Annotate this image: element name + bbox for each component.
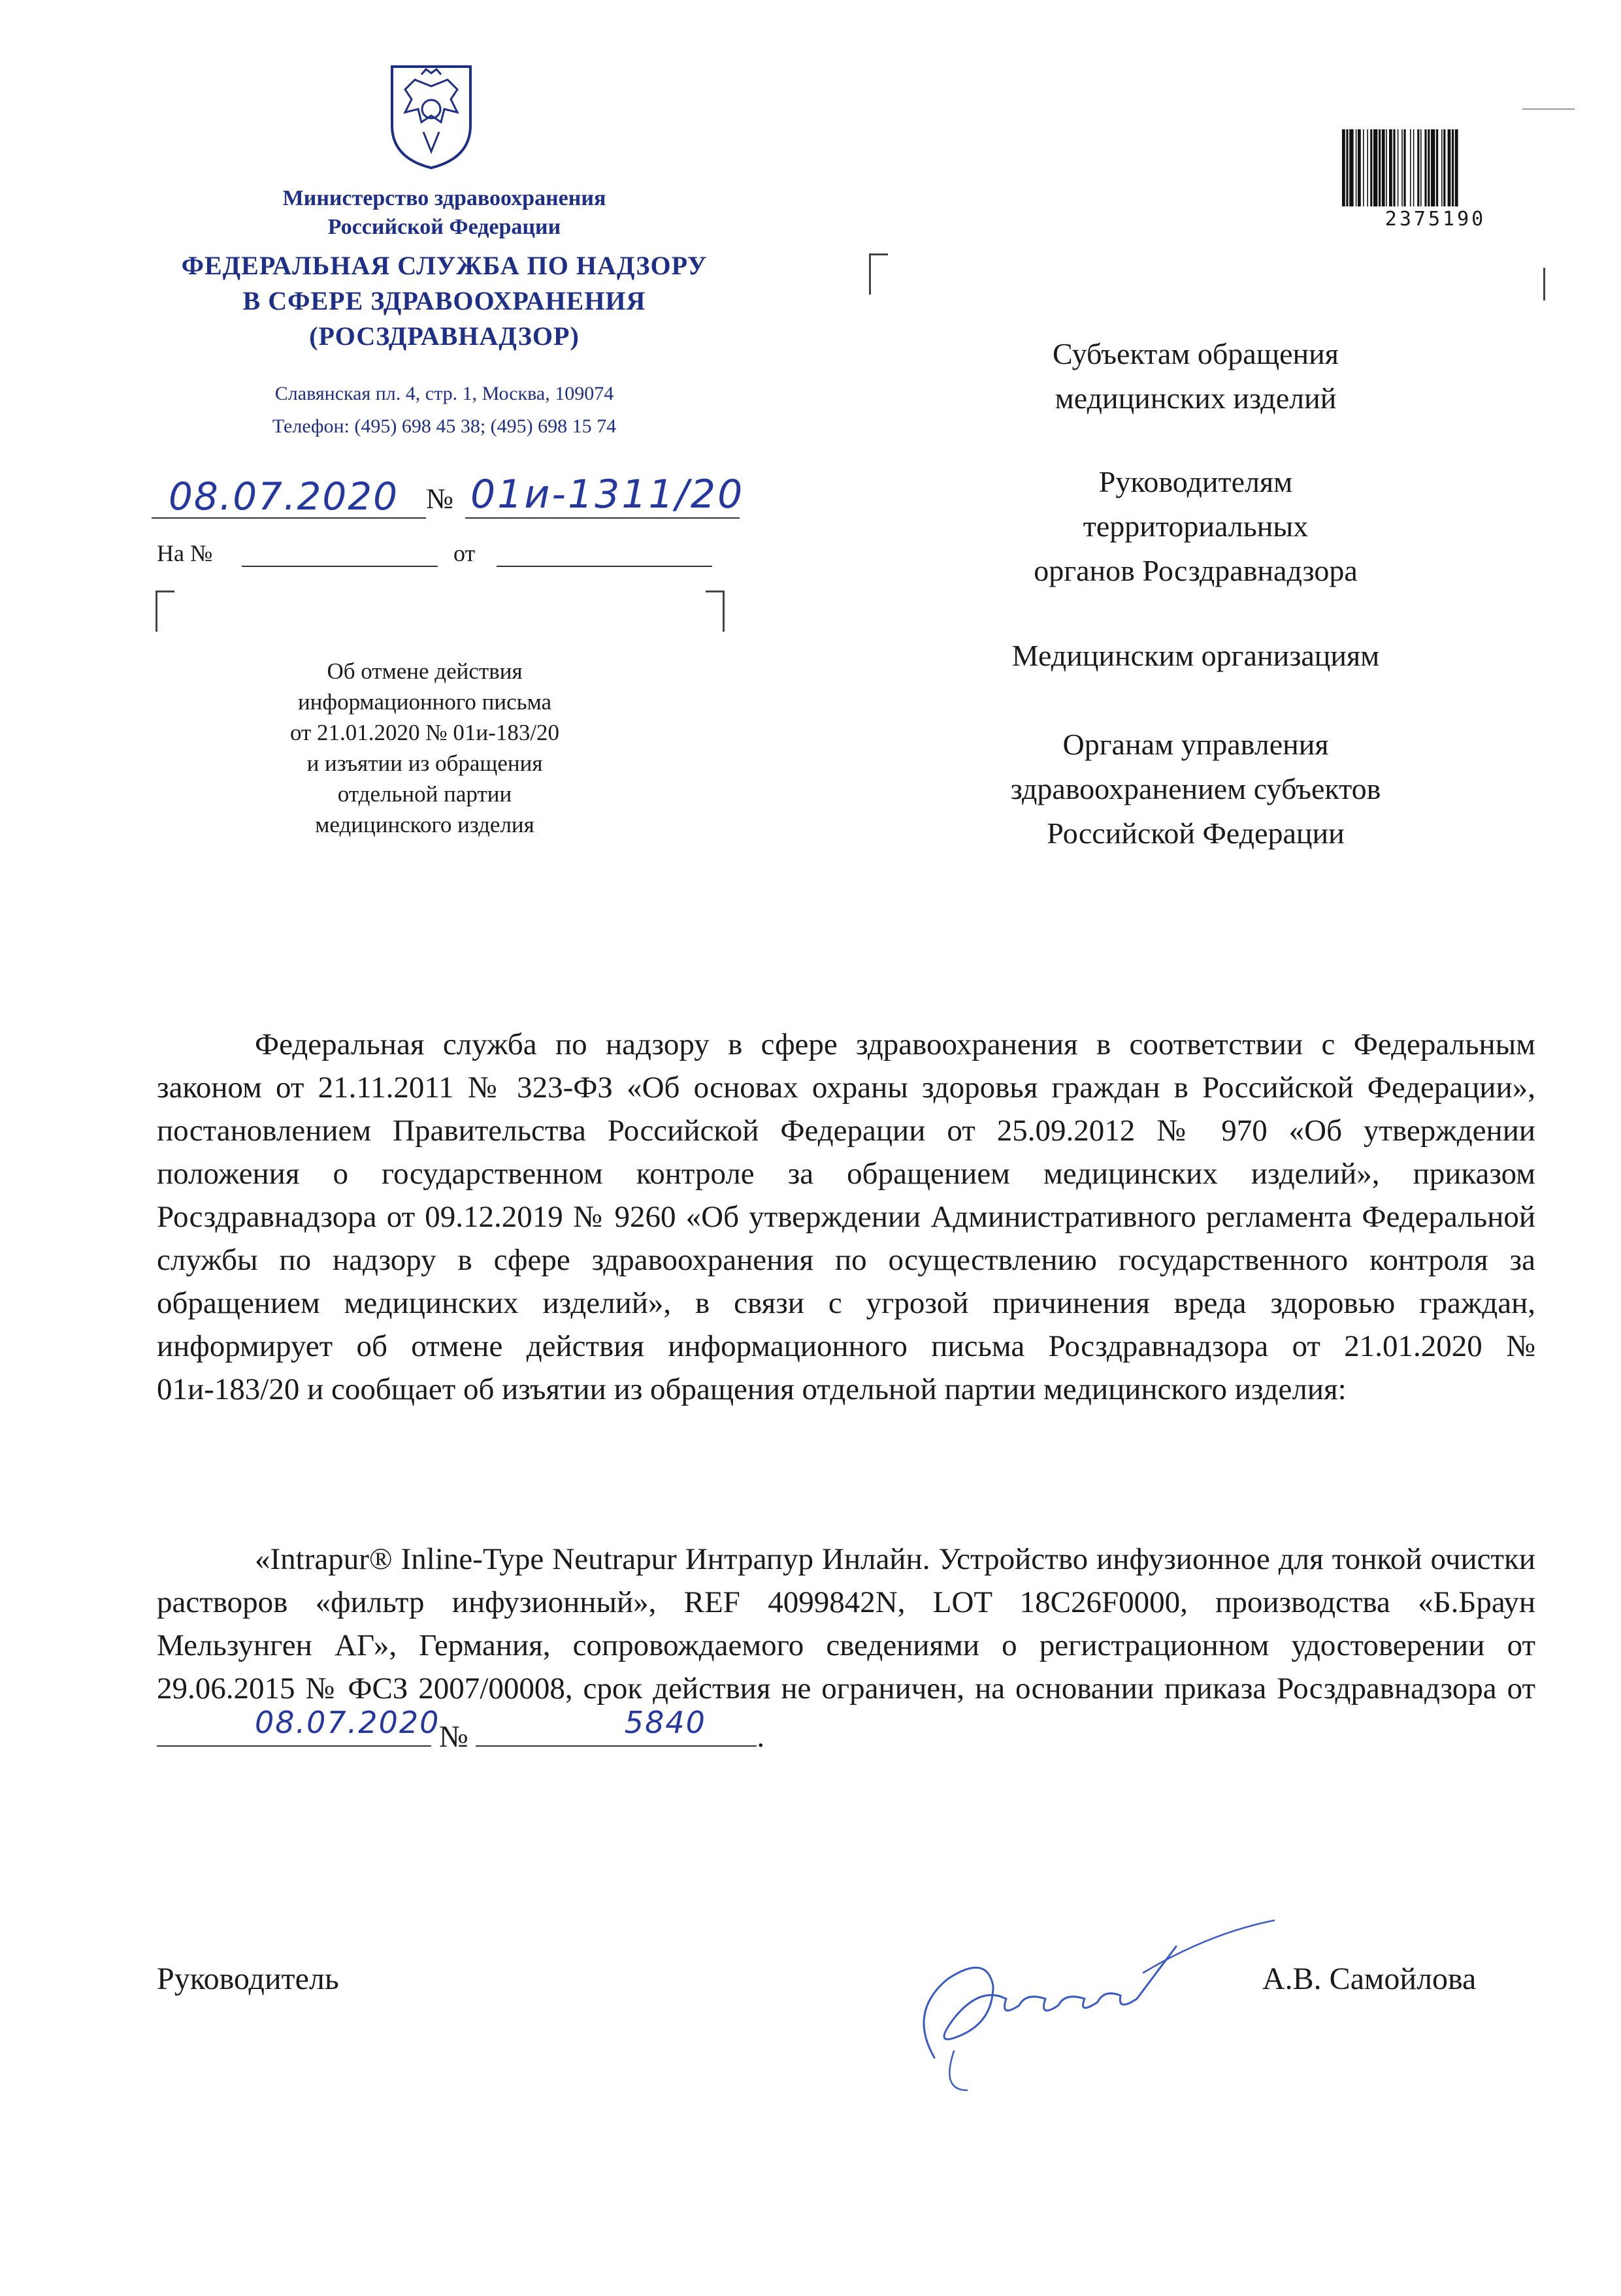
from-underline bbox=[497, 566, 712, 567]
barcode-bar bbox=[1413, 129, 1415, 206]
letter-subject: Об отмене действия информационного письма от 21.01.2020 № 01и-183/20 и изъятии из обращения отдельной партии медицинского изделия bbox=[289, 658, 560, 837]
russian-coat-of-arms-icon bbox=[385, 60, 477, 171]
top-corner-mark bbox=[1522, 108, 1575, 110]
order-number-field bbox=[476, 1705, 757, 1747]
barcode-bar bbox=[1349, 129, 1353, 206]
barcode-bar bbox=[1401, 129, 1403, 206]
barcode-bar bbox=[1379, 129, 1381, 206]
body-paragraph-1: Федеральная служба по надзору в сфере здравоохранения в соответствии с Федеральным законом от 21.11.2011 № 323-ФЗ «Об основах охраны здоровья граждан в Российской Федерации», постановлением Правительства Российской Федерации от 25.09.2012 № 970 «Об утверждении положения о государственном контроле за обращением медицинских изделий», приказом Росздравнадзора от 09.12.2019 № 9260 «Об утверждении Административного регламента Федеральной службы по надзору в сфере здравоохранения по осуществлению государственного контроля за обращением медицинских изделий», в связи с угрозой причинения вреда здоровью граждан, информирует об отмене действия информационного письма Росздравнадзора от 21.01.2020 № 01и-183/20 и сообщает об изъятии из обращения отдельной партии медицинского изделия: bbox=[157, 1027, 1535, 1406]
barcode-bar bbox=[1367, 129, 1368, 206]
barcode-bar bbox=[1358, 129, 1361, 206]
barcode-bar bbox=[1410, 129, 1411, 206]
barcode-bar bbox=[1373, 129, 1377, 206]
from-label: от bbox=[453, 540, 476, 566]
signer-position: Руководитель bbox=[157, 1962, 339, 1996]
addressee-bracket-right bbox=[1543, 268, 1545, 300]
barcode-bar bbox=[1393, 129, 1395, 206]
body-paragraph-2-text: «Intrapur® Inline-Type Neutrapur Интрапур Инлайн. Устройство инфузионное для тонкой очистки растворов «фильтр инфузионный», REF 4099842N, LOT 18C26F0000, производства «Б.Браун Мельзунген АГ», Германия, сопровождаемого сведениями о регистрационном удостоверении от 29.06.2015 № ФСЗ 2007/00008, срок действия не ограничен, на основании приказа Росздравнадзора от bbox=[157, 1542, 1535, 1706]
barcode-bar bbox=[1443, 129, 1445, 206]
subject-bracket-right bbox=[706, 590, 725, 632]
addressee-3: Медицинским организациям bbox=[1011, 639, 1380, 672]
ref-label: На № bbox=[157, 540, 213, 566]
reg-number: 01и-1311/20 bbox=[470, 472, 745, 517]
barcode-bar bbox=[1436, 129, 1438, 206]
org-address: Славянская пл. 4, стр. 1, Москва, 109074 Телефон: (495) 698 45 38; (495) 698 15 74 bbox=[272, 383, 617, 437]
barcode-bar bbox=[1417, 129, 1419, 206]
barcode-icon bbox=[1341, 129, 1530, 212]
barcode-bar bbox=[1356, 129, 1357, 206]
barcode-bar bbox=[1452, 129, 1454, 206]
ref-underline bbox=[242, 566, 438, 567]
barcode-bar bbox=[1346, 129, 1348, 206]
order-date: 08.07.2020 bbox=[255, 1705, 440, 1740]
addressee-1: Субъектам обращения медицинских изделий bbox=[1053, 337, 1339, 415]
barcode-bar bbox=[1370, 129, 1372, 206]
body-paragraph-2 bbox=[157, 1538, 1535, 1758]
order-end-mark: . bbox=[757, 1720, 765, 1754]
barcode-bar bbox=[1428, 129, 1430, 206]
signer-name: А.В. Самойлова bbox=[1262, 1962, 1477, 1996]
reg-number-underline bbox=[465, 517, 740, 519]
barcode-bar bbox=[1342, 129, 1345, 206]
barcode-bar bbox=[1389, 129, 1392, 206]
barcode-bar bbox=[1441, 129, 1443, 206]
barcode-bar bbox=[1398, 129, 1399, 206]
barcode-bar bbox=[1363, 129, 1364, 206]
service-name: ФЕДЕРАЛЬНАЯ СЛУЖБА ПО НАДЗОРУ В СФЕРЕ ЗДРАВООХРАНЕНИЯ (РОСЗДРАВНАДЗОР) bbox=[181, 251, 708, 351]
reg-date: 08.07.2020 bbox=[169, 474, 399, 519]
barcode-bar bbox=[1455, 129, 1458, 206]
order-date-field bbox=[157, 1705, 440, 1747]
subject-bracket-left bbox=[156, 590, 174, 632]
barcode-bar bbox=[1431, 129, 1435, 206]
order-number-sign: № bbox=[438, 1720, 468, 1754]
barcode-bar bbox=[1403, 129, 1405, 206]
addressee-2: Руководителям территориальных органов Росздравнадзора bbox=[1034, 465, 1358, 587]
ministry-name: Министерство здравоохранения Российской Федерации bbox=[282, 186, 606, 239]
barcode-number: 2375190 bbox=[1384, 208, 1486, 231]
barcode-bar bbox=[1448, 129, 1451, 206]
reg-number-sign: № bbox=[426, 483, 453, 515]
barcode-bar bbox=[1386, 129, 1387, 206]
barcode-bar bbox=[1424, 129, 1426, 206]
order-number: 5840 bbox=[624, 1705, 706, 1740]
handwritten-signature-icon bbox=[895, 1894, 1287, 2110]
barcode-bar bbox=[1382, 129, 1385, 206]
addressee-bracket-left bbox=[869, 253, 888, 295]
addressee-4: Органам управления здравоохранением субъектов Российской Федерации bbox=[1010, 728, 1381, 850]
barcode-bar bbox=[1420, 129, 1422, 206]
